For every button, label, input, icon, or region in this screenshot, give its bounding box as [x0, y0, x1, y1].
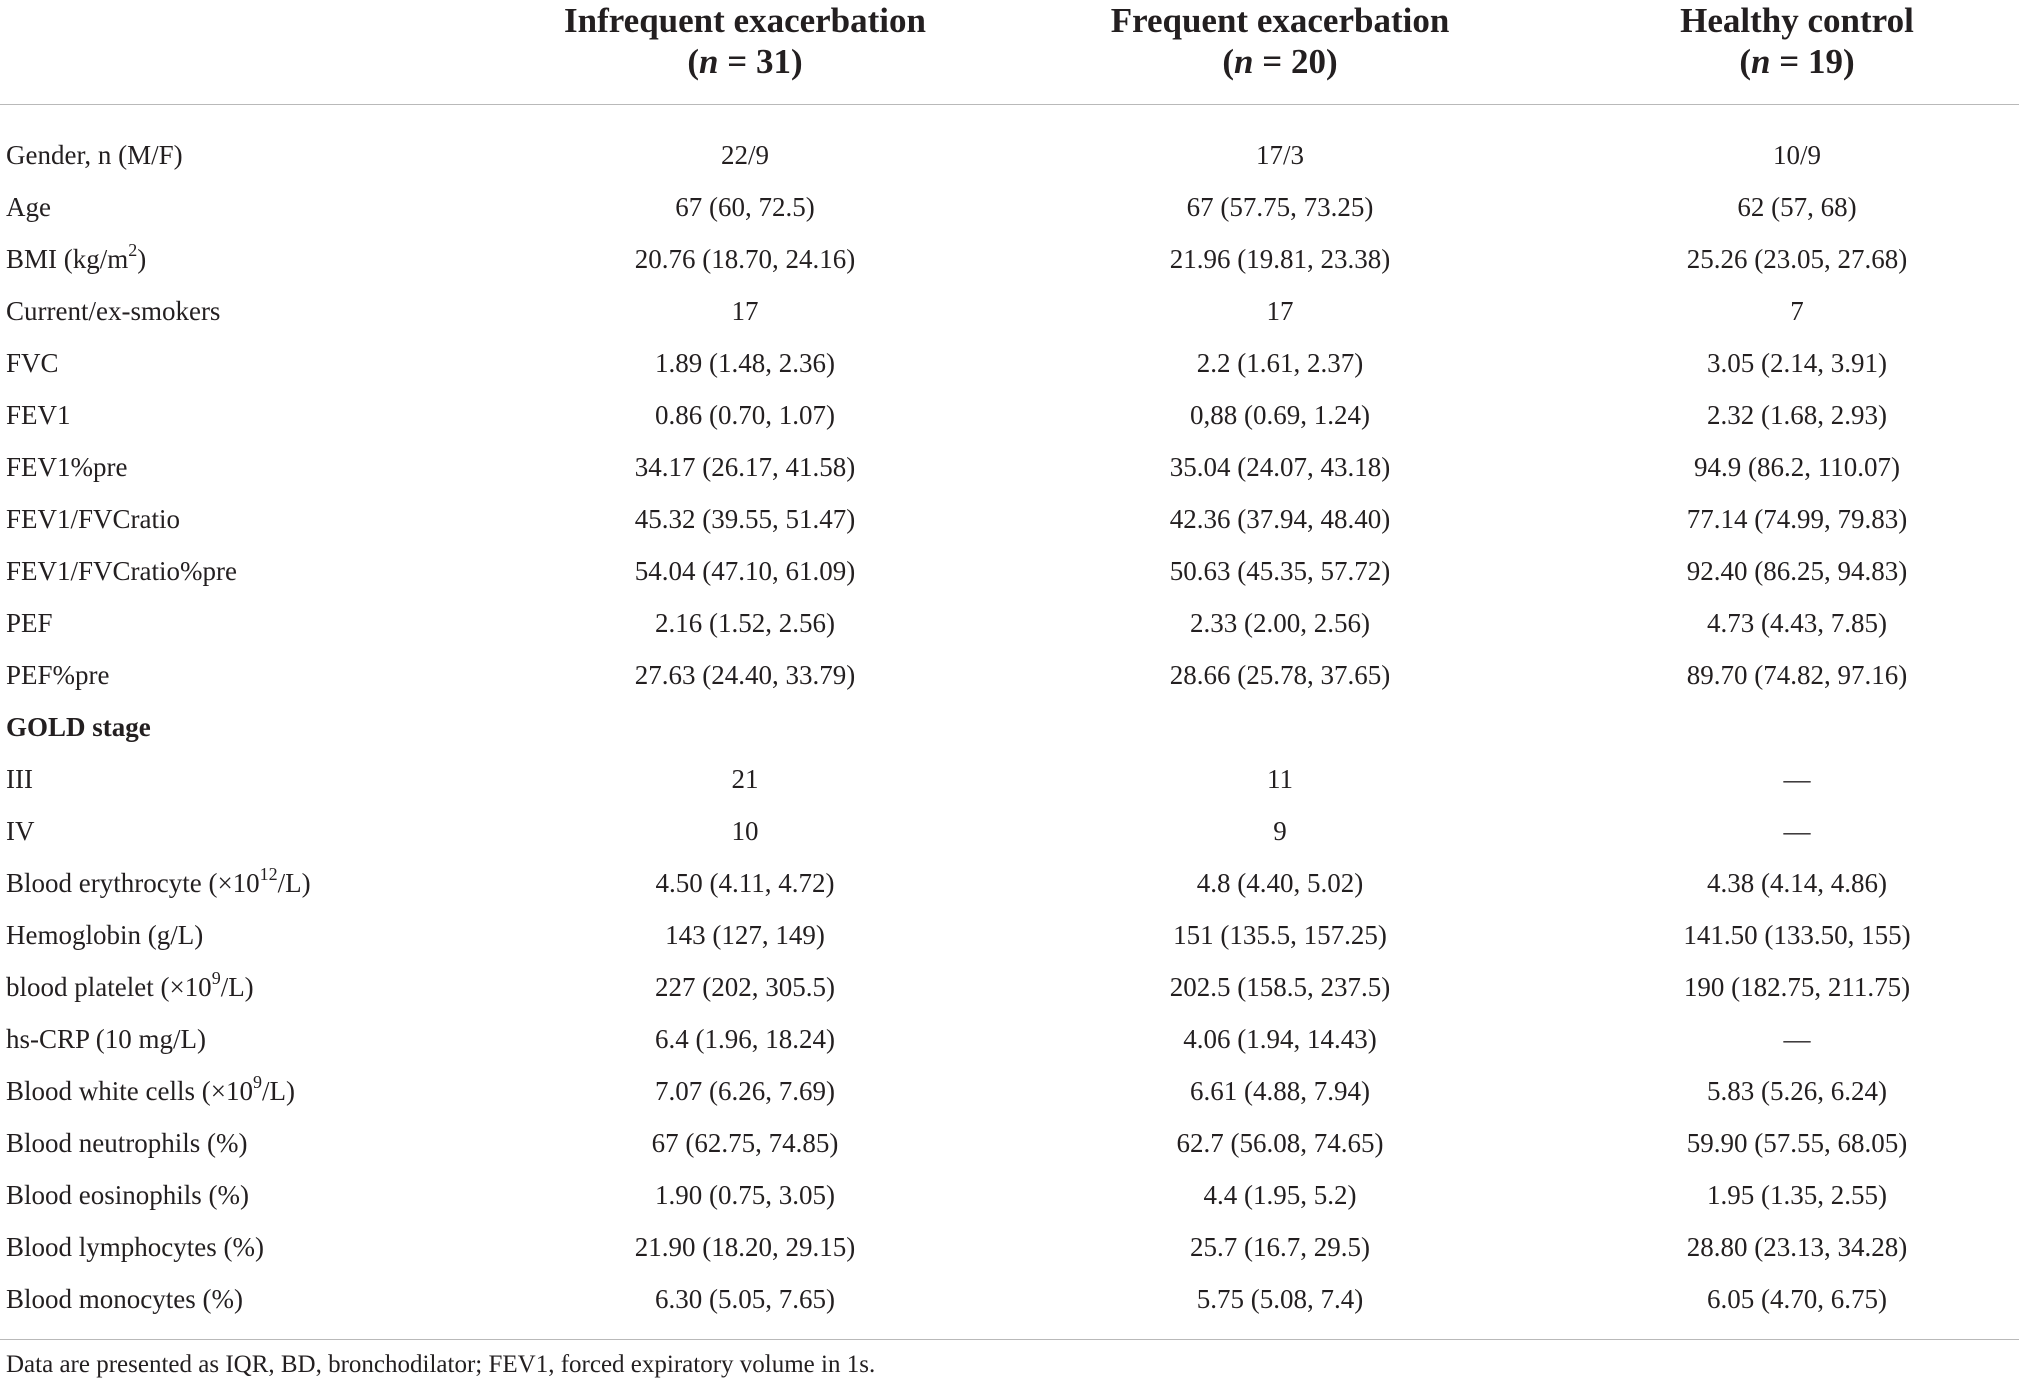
cell-healthy-control: 6.05 (4.70, 6.75)	[1707, 1284, 1887, 1314]
cell-infrequent-exacerbation: 6.30 (5.05, 7.65)	[655, 1284, 835, 1314]
cell-infrequent-exacerbation: 20.76 (18.70, 24.16)	[634, 244, 856, 274]
cell-frequent-exacerbation: 151 (135.5, 157.25)	[1173, 920, 1387, 950]
cell-infrequent-exacerbation	[505, 701, 985, 753]
row-label-superscript: 2	[128, 240, 138, 260]
table-row	[0, 1169, 2019, 1221]
cell-healthy-control: 28.80 (23.13, 34.28)	[1686, 1232, 1908, 1262]
row-label: FEV1/FVCratio	[6, 504, 181, 534]
cell-infrequent-exacerbation: 54.04 (47.10, 61.09)	[634, 556, 856, 586]
table-row	[0, 545, 2019, 597]
table-row	[0, 909, 2019, 961]
row-label: FVC	[6, 348, 59, 378]
row-label-superscript: 9	[211, 968, 221, 988]
cell-frequent-exacerbation: 25.7 (16.7, 29.5)	[1190, 1232, 1370, 1262]
row-label: Age	[6, 192, 51, 222]
table-group-row	[0, 701, 2019, 753]
cell-infrequent-exacerbation: 22/9	[720, 140, 769, 170]
row-label: Current/ex-smokers	[6, 296, 221, 326]
row-label	[0, 233, 505, 285]
table-row	[0, 805, 2019, 857]
cell-infrequent-exacerbation: 45.32 (39.55, 51.47)	[634, 504, 856, 534]
table-row	[0, 857, 2019, 909]
table-footnote: Data are presented as IQR, BD, bronchodilator; FEV1, forced expiratory volume in 1s.	[6, 1351, 876, 1378]
row-label-suffix: /L)	[277, 868, 311, 898]
header-infrequent-exacerbation	[505, 0, 985, 105]
table-row	[0, 337, 2019, 389]
table-row	[0, 753, 2019, 805]
cell-frequent-exacerbation: 11	[1267, 764, 1293, 794]
cell-frequent-exacerbation: 17	[1266, 296, 1294, 326]
cell-infrequent-exacerbation: 7.07 (6.26, 7.69)	[655, 1076, 835, 1106]
cell-frequent-exacerbation	[985, 701, 1575, 753]
group-label: GOLD stage	[6, 712, 151, 742]
row-label	[0, 961, 505, 1013]
table-row	[0, 1117, 2019, 1169]
cell-healthy-control: —	[1783, 1024, 1811, 1054]
row-label: Blood eosinophils (%)	[6, 1180, 249, 1210]
row-label-superscript: 12	[259, 864, 278, 884]
table-row	[0, 1013, 2019, 1065]
header-frequent-exacerbation	[985, 0, 1575, 105]
table-bottom-rule	[0, 1325, 2019, 1340]
cell-frequent-exacerbation: 28.66 (25.78, 37.65)	[1169, 660, 1391, 690]
table-row	[0, 441, 2019, 493]
row-label-suffix: /L)	[220, 972, 254, 1002]
cell-infrequent-exacerbation: 27.63 (24.40, 33.79)	[634, 660, 856, 690]
cell-infrequent-exacerbation: 227 (202, 305.5)	[655, 972, 835, 1002]
table-row	[0, 285, 2019, 337]
cell-infrequent-exacerbation: 21.90 (18.20, 29.15)	[634, 1232, 856, 1262]
cell-healthy-control: —	[1783, 764, 1811, 794]
cell-healthy-control: 94.9 (86.2, 110.07)	[1694, 452, 1900, 482]
cell-healthy-control: 3.05 (2.14, 3.91)	[1707, 348, 1887, 378]
row-label	[0, 1065, 505, 1117]
table-row	[0, 597, 2019, 649]
cell-frequent-exacerbation: 35.04 (24.07, 43.18)	[1169, 452, 1391, 482]
cell-frequent-exacerbation: 50.63 (45.35, 57.72)	[1169, 556, 1391, 586]
row-label: Hemoglobin (g/L)	[6, 920, 204, 950]
cell-healthy-control: —	[1783, 816, 1811, 846]
table-row	[0, 493, 2019, 545]
cell-healthy-control: 190 (182.75, 211.75)	[1683, 972, 1911, 1002]
cell-infrequent-exacerbation: 143 (127, 149)	[665, 920, 825, 950]
row-label: hs-CRP (10 mg/L)	[6, 1024, 207, 1054]
header-title: Frequent exacerbation	[1110, 1, 1450, 40]
row-label-suffix: /L)	[261, 1076, 295, 1106]
row-label-text: Blood white cells (×10	[6, 1076, 253, 1106]
cell-healthy-control: 5.83 (5.26, 6.24)	[1707, 1076, 1887, 1106]
cell-healthy-control: 1.95 (1.35, 2.55)	[1707, 1180, 1887, 1210]
table-row	[0, 961, 2019, 1013]
row-label-suffix: )	[137, 244, 147, 274]
row-label: Blood neutrophils (%)	[6, 1128, 248, 1158]
cell-frequent-exacerbation: 21.96 (19.81, 23.38)	[1169, 244, 1391, 274]
cell-frequent-exacerbation: 0,88 (0.69, 1.24)	[1190, 400, 1370, 430]
cell-infrequent-exacerbation: 6.4 (1.96, 18.24)	[655, 1024, 835, 1054]
row-label: III	[6, 764, 33, 794]
cell-frequent-exacerbation: 17/3	[1255, 140, 1304, 170]
row-label-text: Blood erythrocyte (×10	[6, 868, 260, 898]
cell-frequent-exacerbation: 42.36 (37.94, 48.40)	[1169, 504, 1391, 534]
cell-infrequent-exacerbation: 1.89 (1.48, 2.36)	[655, 348, 835, 378]
cell-frequent-exacerbation: 2.2 (1.61, 2.37)	[1196, 348, 1364, 378]
row-label: FEV1%pre	[6, 452, 128, 482]
header-spacer	[0, 105, 2019, 130]
cell-healthy-control: 25.26 (23.05, 27.68)	[1686, 244, 1908, 274]
cell-healthy-control: 89.70 (74.82, 97.16)	[1686, 660, 1908, 690]
header-title: Infrequent exacerbation	[564, 1, 926, 40]
table-row	[0, 1273, 2019, 1325]
cell-healthy-control: 4.38 (4.14, 4.86)	[1707, 868, 1887, 898]
cell-frequent-exacerbation: 2.33 (2.00, 2.56)	[1190, 608, 1370, 638]
cell-frequent-exacerbation: 4.06 (1.94, 14.43)	[1183, 1024, 1377, 1054]
cell-healthy-control: 77.14 (74.99, 79.83)	[1686, 504, 1908, 534]
cell-healthy-control: 59.90 (57.55, 68.05)	[1686, 1128, 1908, 1158]
table-row	[0, 389, 2019, 441]
cell-frequent-exacerbation: 9	[1273, 816, 1287, 846]
cell-frequent-exacerbation: 6.61 (4.88, 7.94)	[1190, 1076, 1370, 1106]
header-healthy-control	[1575, 0, 2019, 105]
cell-healthy-control: 10/9	[1772, 140, 1821, 170]
row-label: Blood lymphocytes (%)	[6, 1232, 264, 1262]
header-empty-cell	[0, 0, 505, 105]
row-label-text: BMI (kg/m	[6, 244, 129, 274]
header-n: (n = 20)	[1222, 42, 1338, 81]
row-label: IV	[6, 816, 35, 846]
cell-healthy-control: 92.40 (86.25, 94.83)	[1686, 556, 1908, 586]
table-row	[0, 129, 2019, 181]
table-row	[0, 1221, 2019, 1273]
cell-frequent-exacerbation: 5.75 (5.08, 7.4)	[1196, 1284, 1364, 1314]
cell-infrequent-exacerbation: 0.86 (0.70, 1.07)	[655, 400, 835, 430]
row-label: FEV1/FVCratio%pre	[6, 556, 237, 586]
cell-infrequent-exacerbation: 4.50 (4.11, 4.72)	[655, 868, 835, 898]
table-row	[0, 233, 2019, 285]
row-label: PEF	[6, 608, 53, 638]
row-label-text: blood platelet (×10	[6, 972, 212, 1002]
cell-healthy-control: 4.73 (4.43, 7.85)	[1707, 608, 1887, 638]
cell-healthy-control: 62 (57, 68)	[1737, 192, 1857, 222]
cell-frequent-exacerbation: 62.7 (56.08, 74.65)	[1176, 1128, 1384, 1158]
cell-infrequent-exacerbation: 67 (62.75, 74.85)	[651, 1128, 839, 1158]
row-label-superscript: 9	[252, 1072, 262, 1092]
cell-infrequent-exacerbation: 17	[731, 296, 759, 326]
cell-frequent-exacerbation: 202.5 (158.5, 237.5)	[1169, 972, 1391, 1002]
cell-healthy-control: 7	[1790, 296, 1804, 326]
cell-infrequent-exacerbation: 1.90 (0.75, 3.05)	[655, 1180, 835, 1210]
table-row	[0, 1065, 2019, 1117]
cell-healthy-control: 141.50 (133.50, 155)	[1683, 920, 1911, 950]
row-label: Blood monocytes (%)	[6, 1284, 243, 1314]
header-n: (n = 19)	[1739, 42, 1855, 81]
table-row	[0, 181, 2019, 233]
header-n: (n = 31)	[687, 42, 803, 81]
cell-infrequent-exacerbation: 34.17 (26.17, 41.58)	[634, 452, 856, 482]
table-header	[0, 0, 2019, 105]
table-row	[0, 649, 2019, 701]
header-row	[0, 0, 2019, 105]
cell-healthy-control: 2.32 (1.68, 2.93)	[1707, 400, 1887, 430]
row-label: Gender, n (M/F)	[6, 140, 183, 170]
cell-infrequent-exacerbation: 21	[731, 764, 759, 794]
row-label	[0, 857, 505, 909]
cell-frequent-exacerbation: 67 (57.75, 73.25)	[1186, 192, 1374, 222]
table-body	[0, 105, 2019, 1340]
cell-healthy-control	[1575, 701, 2019, 753]
header-title: Healthy control	[1680, 1, 1914, 40]
cell-frequent-exacerbation: 4.4 (1.95, 5.2)	[1203, 1180, 1357, 1210]
cell-infrequent-exacerbation: 10	[731, 816, 759, 846]
row-label: FEV1	[6, 400, 71, 430]
row-label: PEF%pre	[6, 660, 110, 690]
cell-frequent-exacerbation: 4.8 (4.40, 5.02)	[1196, 868, 1364, 898]
cell-infrequent-exacerbation: 2.16 (1.52, 2.56)	[655, 608, 835, 638]
cell-infrequent-exacerbation: 67 (60, 72.5)	[675, 192, 815, 222]
